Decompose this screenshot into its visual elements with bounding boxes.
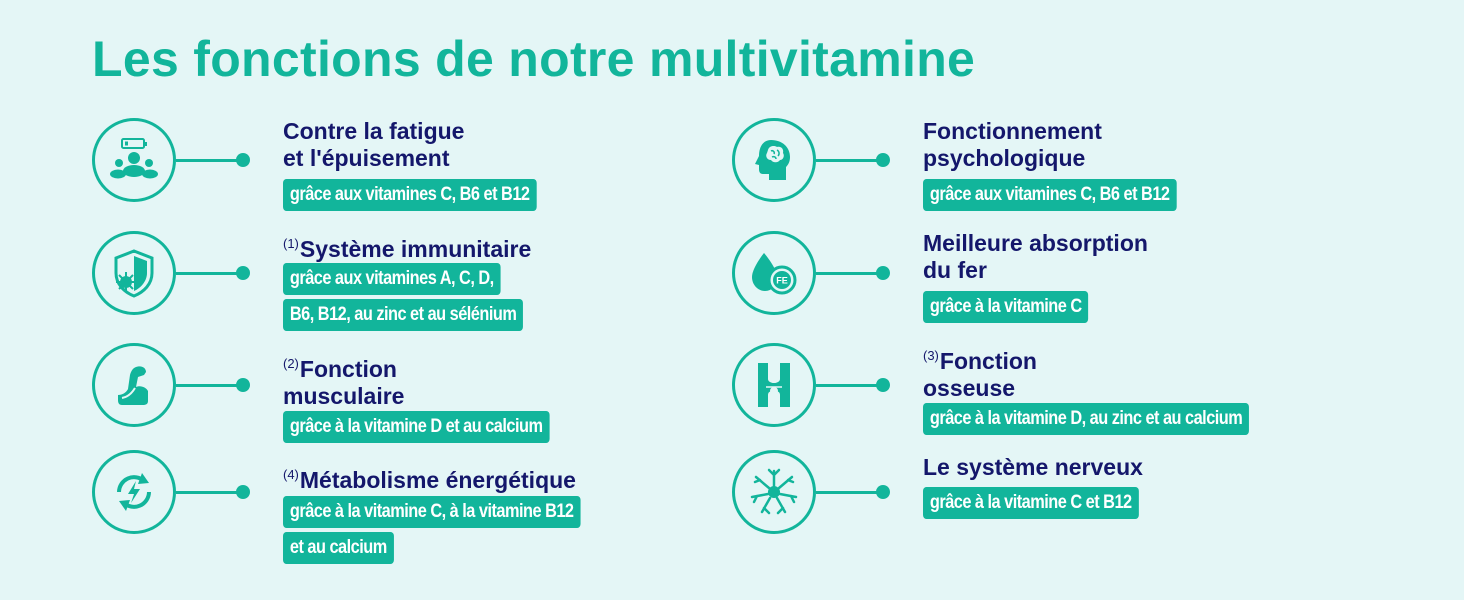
- connector-line: [816, 272, 882, 275]
- connector-line: [176, 159, 242, 162]
- bone-joint-icon: [732, 343, 816, 427]
- connector-dot: [876, 485, 890, 499]
- vitamin-tag: grâce à la vitamine C: [923, 291, 1088, 323]
- item-heading: $^{(3)}$Fonction osseuse: [923, 348, 1037, 401]
- vitamin-tag: grâce à la vitamine C, à la vitamine B12: [283, 496, 580, 528]
- item-heading: Fonctionnement psychologique: [923, 118, 1102, 171]
- iron-drop-icon: [732, 231, 816, 315]
- connector-line: [176, 272, 242, 275]
- connector-line: [816, 491, 882, 494]
- connector-dot: [876, 266, 890, 280]
- item-heading: $^{(2)}$Fonction musculaire: [283, 356, 405, 409]
- connector-dot: [876, 153, 890, 167]
- connector-dot: [236, 378, 250, 392]
- flexed-arm-icon: [92, 343, 176, 427]
- vitamin-tag: grâce à la vitamine C et B12: [923, 487, 1138, 519]
- connector-line: [816, 159, 882, 162]
- connector-line: [176, 491, 242, 494]
- connector-dot: [236, 153, 250, 167]
- connector-dot: [236, 266, 250, 280]
- energy-cycle-icon: [92, 450, 176, 534]
- neuron-icon: [732, 450, 816, 534]
- battery-people-icon: [92, 118, 176, 202]
- vitamin-tag: grâce aux vitamines C, B6 et B12: [923, 179, 1176, 211]
- item-heading: $^{(1)}$Système immunitaire: [283, 236, 532, 262]
- connector-dot: [236, 485, 250, 499]
- svg-text:FE: FE: [776, 275, 788, 286]
- vitamin-tag: B6, B12, au zinc et au sélénium: [283, 299, 523, 331]
- shield-virus-icon: [92, 231, 176, 315]
- item-heading: $^{(4)}$Métabolisme énergétique: [283, 467, 576, 493]
- vitamin-tag: et au calcium: [283, 532, 394, 564]
- item-heading: Le système nerveux: [923, 454, 1143, 480]
- item-heading: Meilleure absorption du fer: [923, 230, 1148, 283]
- vitamin-tag: grâce à la vitamine D et au calcium: [283, 411, 549, 443]
- connector-dot: [876, 378, 890, 392]
- item-heading: Contre la fatigue et l'épuisement: [283, 118, 465, 171]
- vitamin-tag: grâce aux vitamines A, C, D,: [283, 263, 501, 295]
- vitamin-tag: grâce aux vitamines C, B6 et B12: [283, 179, 536, 211]
- connector-line: [816, 384, 882, 387]
- page-title: Les fonctions de notre multivitamine: [92, 31, 976, 87]
- vitamin-tag: grâce à la vitamine D, au zinc et au calcium: [923, 403, 1249, 435]
- connector-line: [176, 384, 242, 387]
- head-brain-icon: [732, 118, 816, 202]
